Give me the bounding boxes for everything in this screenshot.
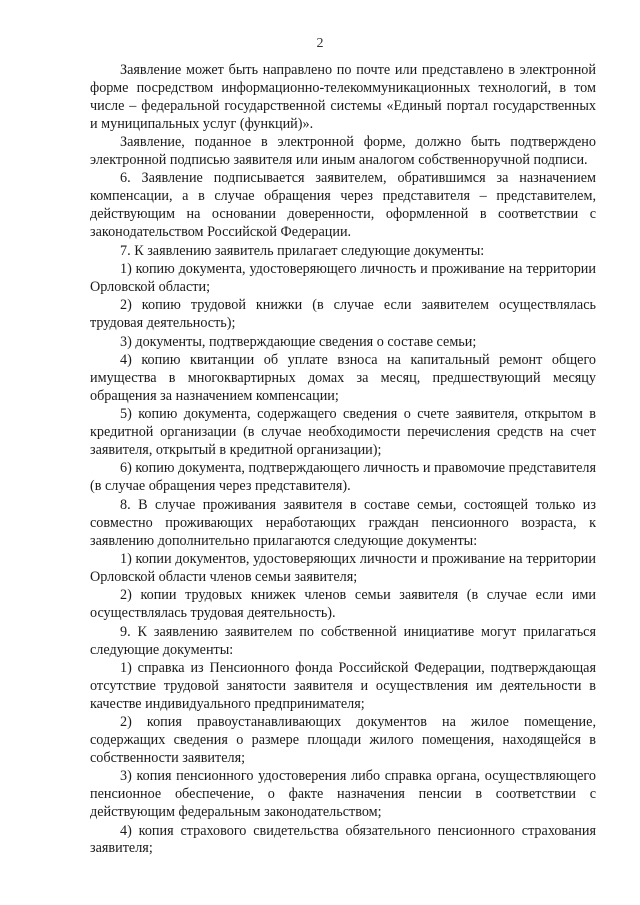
- list-item-8-2: 2) копии трудовых книжек членов семьи заявителя (в случае если ими осуществлялась трудовая деятельность).: [90, 587, 596, 622]
- paragraph-electronic-signature: Заявление, поданное в электронной форме, должно быть подтверждено электронной подписью заявителя или иным аналогом собственноручной подписи.: [90, 134, 596, 169]
- paragraph-item-6: 6. Заявление подписывается заявителем, обратившимся за назначением компенсации, а в случае обращения через представителя – представителем, действующим на основании доверенности, оформленной в соответствии с законодательством Российской Федерации.: [90, 170, 596, 241]
- paragraph-application-submission: Заявление может быть направлено по почте или представлено в электронной форме посредством информационно-телекоммуникационных технологий, в том числе – федеральной государственной системы «Единый портал государственных и муниципальных услуг (функций)».: [90, 62, 596, 132]
- document-body: [90, 62, 596, 858]
- list-item-9-4: 4) копия страхового свидетельства обязательного пенсионного страхования заявителя;: [90, 822, 596, 857]
- list-item-9-2: 2) копия правоустанавливающих документов на жилое помещение, содержащих сведения о размере площади жилого помещения, находящейся в собственности заявителя;: [90, 714, 596, 766]
- paragraph-item-9: 9. К заявлению заявителем по собственной инициативе могут прилагаться следующие документы:: [90, 623, 596, 658]
- list-item-7-3: 3) документы, подтверждающие сведения о составе семьи;: [120, 333, 477, 350]
- list-item-7-2: 2) копию трудовой книжки (в случае если заявителем осуществлялась трудовая деятельность);: [90, 297, 596, 332]
- page-number: 2: [316, 36, 324, 51]
- list-item-7-6: 6) копию документа, подтверждающего личность и правомочие представителя (в случае обращения через представителя).: [90, 460, 597, 495]
- list-item-7-5: 5) копию документа, содержащего сведения о счете заявителя, открытом в кредитной организации (в случае необходимости перечисления средств на счет заявителя, открытый в кредитной организации);: [90, 406, 596, 459]
- paragraph-item-7: 7. К заявлению заявитель прилагает следующие документы:: [120, 242, 485, 259]
- list-item-7-1: 1) копию документа, удостоверяющего личность и проживание на территории Орловской области;: [90, 260, 596, 295]
- paragraph-item-8: 8. В случае проживания заявителя в составе семьи, состоящей только из совместно проживающих неработающих граждан пенсионного возраста, к заявлению дополнительно прилагаются следующие документы:: [90, 496, 596, 549]
- list-item-7-4: 4) копию квитанции об уплате взноса на капитальный ремонт общего имущества в многоквартирных домах за месяц, предшествующий месяцу обращения за назначением компенсации;: [90, 352, 596, 404]
- list-item-9-1: 1) справка из Пенсионного фонда Российской Федерации, подтверждающая отсутствие трудовой занятости заявителя и осуществления им деятельности в качестве индивидуального предпринимателя;: [90, 659, 596, 712]
- list-item-8-1: 1) копии документов, удостоверяющих личности и проживание на территории Орловской области членов семьи заявителя;: [90, 550, 596, 585]
- list-item-9-3: 3) копия пенсионного удостоверения либо справка органа, осуществляющего пенсионное обеспечение, о факте назначения пенсии в соответствии с действующим федеральным законодательством;: [90, 768, 596, 821]
